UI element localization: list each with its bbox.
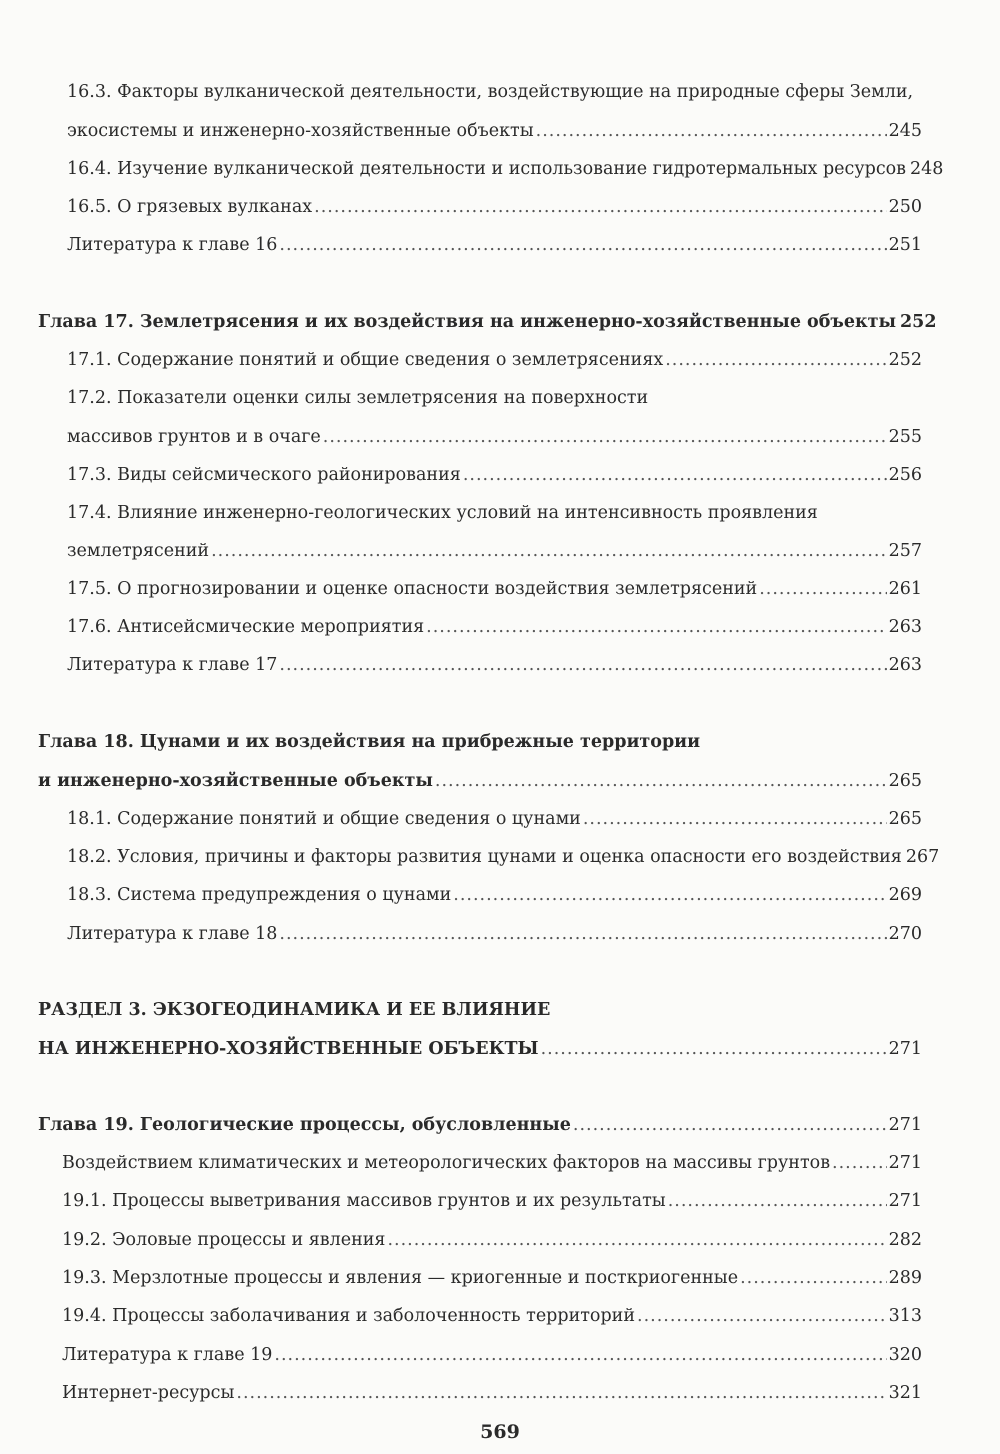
toc-entry-title: Глава 19. Геологические процессы, обусловленные [38, 1115, 571, 1135]
toc-entry-title: Воздействием климатических и метеорологических факторов на массивы грунтов [62, 1153, 831, 1173]
toc-entry-title: Глава 18. Цунами и их воздействия на прибрежные территории [38, 732, 701, 752]
toc-entry-title: Литература к главе 18 [67, 924, 278, 944]
toc-entry-page: 261 [888, 579, 922, 599]
toc-entry [67, 845, 940, 869]
toc-entry-page: 250 [888, 197, 922, 217]
toc-entry [62, 1189, 922, 1213]
dot-leader [573, 1113, 887, 1137]
toc-entry-title: Интернет-ресурсы [62, 1383, 235, 1403]
dot-leader [279, 233, 886, 257]
toc-entry [67, 157, 944, 181]
toc-entry [67, 615, 922, 639]
toc-entry-page: 271 [888, 1191, 922, 1211]
toc-chapter-entry [38, 730, 922, 754]
toc-entry-page: 267 [905, 847, 940, 867]
toc-entry [67, 883, 922, 907]
toc-entry-title: 18.1. Содержание понятий и общие сведения о цунами [67, 809, 581, 829]
dot-leader [453, 883, 886, 907]
toc-entry-page: 251 [888, 235, 922, 255]
toc-section-entry [38, 1037, 922, 1061]
dot-leader [236, 1381, 886, 1405]
dot-leader [387, 1228, 886, 1252]
toc-entry [67, 807, 922, 831]
dot-leader [541, 1037, 887, 1061]
toc-entry-title: и инженерно-хозяйственные объекты [38, 771, 433, 791]
toc-entry [67, 233, 922, 257]
toc-entry-title: 16.3. Факторы вулканической деятельности, воздействующие на природные сферы Земли, [67, 82, 914, 102]
toc-entry-title: Литература к главе 19 [62, 1345, 273, 1365]
toc-chapter-entry [38, 1113, 922, 1137]
toc-entry-page: 256 [888, 465, 922, 485]
toc-chapter-entry [38, 769, 922, 793]
dot-leader [637, 1304, 887, 1328]
toc-entry-page: 320 [888, 1345, 922, 1365]
dot-leader [665, 348, 886, 372]
toc-entry-title: экосистемы и инженерно-хозяйственные объекты [67, 121, 534, 141]
toc-entry-title: Литература к главе 16 [67, 235, 278, 255]
toc-entry [67, 195, 922, 219]
toc-entry-title: 16.5. О грязевых вулканах [67, 197, 313, 217]
toc-entry-title: Глава 17. Землетрясения и их воздействия на инженерно-хозяйственные объекты [38, 312, 896, 332]
dot-leader [314, 195, 886, 219]
toc-entry-page: 252 [900, 312, 937, 332]
toc-entry [62, 1343, 922, 1367]
toc-entry-title: 19.1. Процессы выветривания массивов грунтов и их результаты [62, 1191, 666, 1211]
toc-entry-title: 19.3. Мерзлотные процессы и явления — криогенные и посткриогенные [62, 1268, 739, 1288]
toc-entry-title: 17.3. Виды сейсмического районирования [67, 465, 461, 485]
toc-entry-title: Литература к главе 17 [67, 655, 278, 675]
toc-entry-title: 17.4. Влияние инженерно-геологических условий на интенсивность проявления [67, 503, 818, 523]
dot-leader [279, 922, 886, 946]
dot-leader [740, 1266, 887, 1290]
toc-entry-page: 263 [888, 617, 922, 637]
dot-leader [668, 1189, 887, 1213]
toc-entry-title: 18.3. Система предупреждения о цунами [67, 885, 452, 905]
toc-entry-title: 17.5. О прогнозировании и оценке опасности воздействия землетрясений [67, 579, 758, 599]
toc-entry [62, 1151, 922, 1175]
dot-leader [323, 425, 887, 449]
toc-entry-page: 269 [888, 885, 922, 905]
toc-entry [62, 1228, 922, 1252]
toc-entry-page: 271 [888, 1153, 922, 1173]
toc-entry-page: 321 [888, 1383, 922, 1403]
dot-leader [463, 463, 887, 487]
toc-entry-title: 19.4. Процессы заболачивания и заболоченность территорий [62, 1306, 635, 1326]
toc-entry [67, 463, 922, 487]
toc-entry-page: 248 [910, 159, 944, 179]
toc-entry [67, 425, 922, 449]
toc-section-entry [38, 998, 922, 1022]
toc-entry-title: 17.1. Содержание понятий и общие сведения о землетрясениях [67, 350, 664, 370]
dot-leader [759, 577, 886, 601]
toc-entry-page: 289 [888, 1268, 922, 1288]
toc-entry-title: 17.2. Показатели оценки силы землетрясения на поверхности [67, 388, 649, 408]
page-number: 569 [480, 1421, 520, 1443]
toc-entry-title: 18.2. Условия, причины и факторы развития цунами и оценка опасности его воздействия [67, 847, 902, 867]
toc-entry [67, 501, 922, 525]
toc-entry [67, 80, 922, 104]
dot-leader [583, 807, 887, 831]
toc-entry [67, 386, 922, 410]
dot-leader [211, 539, 887, 563]
dot-leader [274, 1343, 886, 1367]
toc-entry [67, 653, 922, 677]
toc-entry [62, 1304, 922, 1328]
toc-entry [67, 539, 922, 563]
toc-entry-page: 265 [888, 809, 922, 829]
toc-entry-title: 17.6. Антисейсмические мероприятия [67, 617, 425, 637]
toc-entry-page: 245 [888, 121, 922, 141]
toc-entry [67, 922, 922, 946]
toc-entry-page: 252 [888, 350, 922, 370]
toc-entry [67, 577, 922, 601]
toc-entry-page: 270 [888, 924, 922, 944]
toc-entry-page: 257 [888, 541, 922, 561]
toc-entry [62, 1266, 922, 1290]
dot-leader [426, 615, 886, 639]
toc-entry-page: 313 [888, 1306, 922, 1326]
toc-entry-title: РАЗДЕЛ 3. ЭКЗОГЕОДИНАМИКА И ЕЕ ВЛИЯНИЕ [38, 1000, 551, 1020]
toc-entry-title: массивов грунтов и в очаге [67, 427, 321, 447]
toc-entry-page: 265 [888, 771, 922, 791]
toc-chapter-entry [38, 310, 937, 334]
toc-entry-title: 19.2. Эоловые процессы и явления [62, 1230, 386, 1250]
toc-entry [67, 119, 922, 143]
toc-entry-page: 263 [888, 655, 922, 675]
toc-entry-page: 271 [888, 1039, 922, 1059]
toc-entry [67, 348, 922, 372]
toc-entry-title: НА ИНЖЕНЕРНО-ХОЗЯЙСТВЕННЫЕ ОБЪЕКТЫ [38, 1039, 539, 1059]
dot-leader [279, 653, 886, 677]
toc-entry-title: землетрясений [67, 541, 210, 561]
toc-entry-page: 282 [888, 1230, 922, 1250]
toc-entry-title: 16.4. Изучение вулканической деятельности и использование гидротермальных ресурсов [67, 159, 907, 179]
toc-entry-page: 255 [888, 427, 922, 447]
toc-entry [62, 1381, 922, 1405]
dot-leader [536, 119, 887, 143]
toc-entry-page: 271 [888, 1115, 922, 1135]
dot-leader [832, 1151, 887, 1175]
dot-leader [435, 769, 887, 793]
